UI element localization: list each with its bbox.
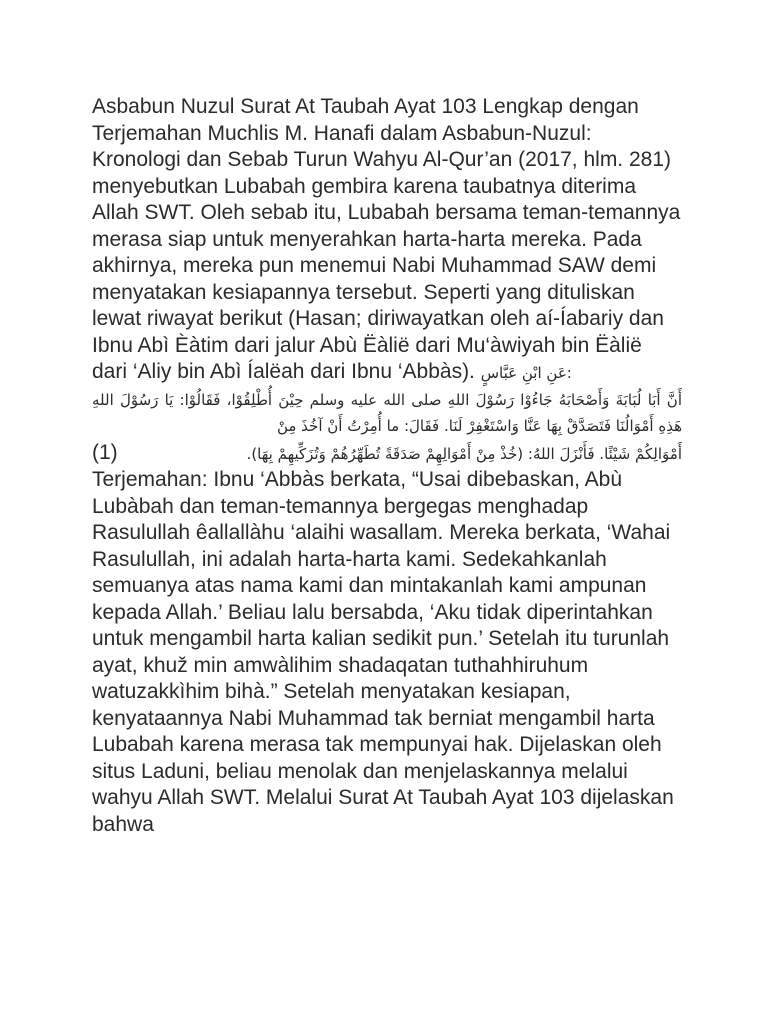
arabic-opening: :عَنِ ابْنِ عَبَّاسٍ [480, 364, 572, 382]
intro-paragraph [92, 94, 682, 387]
arabic-last-line [92, 440, 682, 468]
arabic-verse-quote: أَمْوَالِكُمْ شَيْئًا. فَأَنْزَلَ اللهُ: (خُذْ مِنْ أَمْوَالِهِمْ صَدَقَةً تُطَهِّرُهُمْ وَتُزَكِّيهِمْ بِهَا). [246, 444, 682, 463]
reference-number: (1) [92, 440, 118, 464]
intro-text: Asbabun Nuzul Surat At Taubah Ayat 103 Lengkap dengan Terjemahan Muchlis M. Hanafi dalam Asbabun-Nuzul: Kronologi dan Sebab Turun Wahyu Al-Qur’an (2017, hlm. 281) menyebutkan Lubabah gembira karena taubatnya diterima Allah SWT. Oleh sebab itu, Lubabah bersama teman-temannya merasa siap untuk menyerahkan harta-harta mereka. Pada akhirnya, mereka pun menemui Nabi Muhammad SAW demi menyatakan kesiapannya tersebut. Seperti yang dituliskan lewat riwayat berikut (Hasan; diriwayatkan oleh aí-Íabariy dan Ibnu Abì Èàtim dari jalur Abù Ëàlië dari Mu‘àwiyah bin Ëàlië dari ‘Aliy bin Abì Íalëah dari Ibnu ‘Abbàs). [92, 95, 681, 383]
document-page [92, 94, 682, 838]
arabic-hadith-text: أَنَّ أَبَا لُبَابَةَ وَأَصْحَابَهُ جَاءُوْا رَسُوْلَ اللهِ صلى الله عليه وسلم حِيْنَ أُطْلِقُوْا، فَقَالُوْا: يَا رَسُوْلَ اللهِ هَذِهِ أَمْوَالُنَا فَتَصَدَّقْ بِهَا عَنَّا وَاسْتَغْفِرْ لَنَا. فَقَالَ: ما أُمِرْتُ أَنْ آخُذَ مِنْ [92, 390, 682, 435]
translation-paragraph: Terjemahan: Ibnu ‘Abbàs berkata, “Usai dibebaskan, Abù Lubàbah dan teman-temannya bergegas menghadap Rasulullah êallallàhu ‘alaihi wasallam. Mereka berkata, ‘Wahai Rasulullah, ini adalah harta-harta kami. Sedekahkanlah semuanya atas nama kami dan mintakanlah kami ampunan kepada Allah.’ Beliau lalu bersabda, ‘Aku tidak diperintahkan untuk mengambil harta kalian sedikit pun.’ Setelah itu turunlah ayat, khuž min amwàlihim shadaqatan tuthahhiruhum watuzakkìhim bihà.” Setelah menyatakan kesiapan, kenyataannya Nabi Muhammad tak berniat mengambil harta Lubabah karena merasa tak mempunyai hak. Dijelaskan oleh situs Laduni, beliau menolak dan menjelaskannya melalui wahyu Allah SWT. Melalui Surat At Taubah Ayat 103 dijelaskan bahwa [92, 468, 674, 836]
